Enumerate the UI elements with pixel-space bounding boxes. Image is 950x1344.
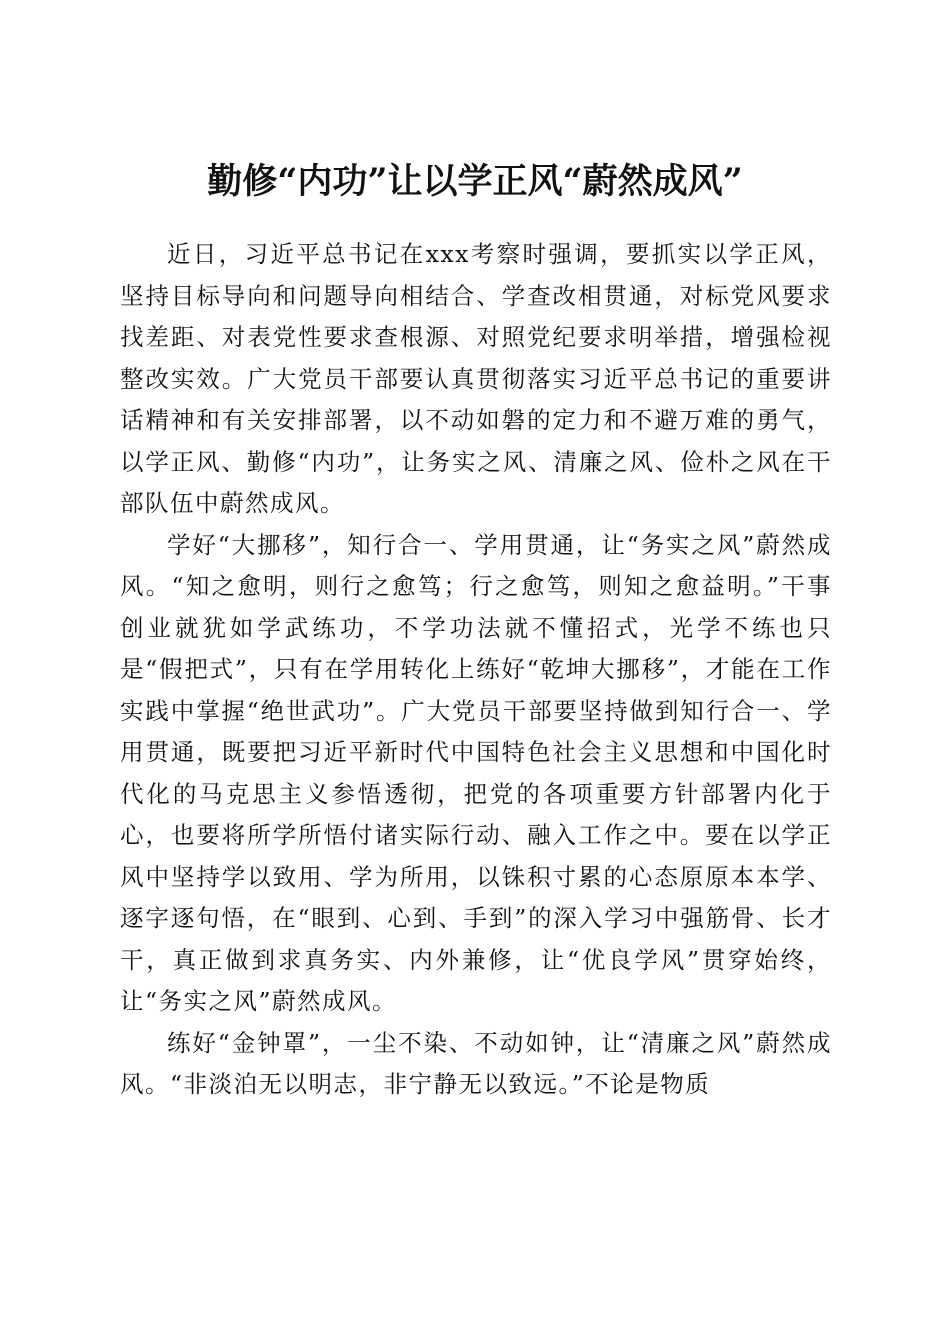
document-title: 勤修“内功”让以学正风“蔚然成风”	[207, 161, 743, 203]
document-body	[120, 234, 832, 1106]
paragraph-intro: 近日，习近平总书记在xxx考察时强调，要抓实以学正风，坚持目标导向和问题导向相结合、学查改相贯通，对标党风要求找差距、对表党性要求查根源、对照党纪要求明举措，增强检视整改实效。广大党员干部要认真贯彻落实习近平总书记的重要讲话精神和有关安排部署，以不动如磐的定力和不避万难的勇气，以学正风、勤修“内功”，让务实之风、清廉之风、俭朴之风在干部队伍中蔚然成风。	[120, 240, 832, 517]
paragraph-practical-style: 学好“大挪移”，知行合一、学用贯通，让“务实之风”蔚然成风。“知之愈明，则行之愈笃；行之愈笃，则知之愈益明。”干事创业就犹如学武练功，不学功法就不懂招式，光学不练也只是“假把式”，只有在学用转化上练好“乾坤大挪移”，才能在工作实践中掌握“绝世武功”。广大党员干部要坚持做到知行合一、学用贯通，既要把习近平新时代中国特色社会主义思想和中国化时代化的马克思主义参悟透彻，把党的各项重要方针部署内化于心，也要将所学所悟付诸实际行动、融入工作之中。要在以学正风中坚持学以致用、学为所用，以铢积寸累的心态原原本本学、逐字逐句悟，在“眼到、心到、手到”的深入学习中强筋骨、长才干，真正做到求真务实、内外兼修，让“优良学风”贯穿始终，让“务实之风”蔚然成风。	[120, 530, 832, 1015]
paragraph-clean-style: 练好“金钟罩”，一尘不染、不动如钟，让“清廉之风”蔚然成风。“非淡泊无以明志，非宁静无以致远。”不论是物质	[120, 1028, 832, 1098]
